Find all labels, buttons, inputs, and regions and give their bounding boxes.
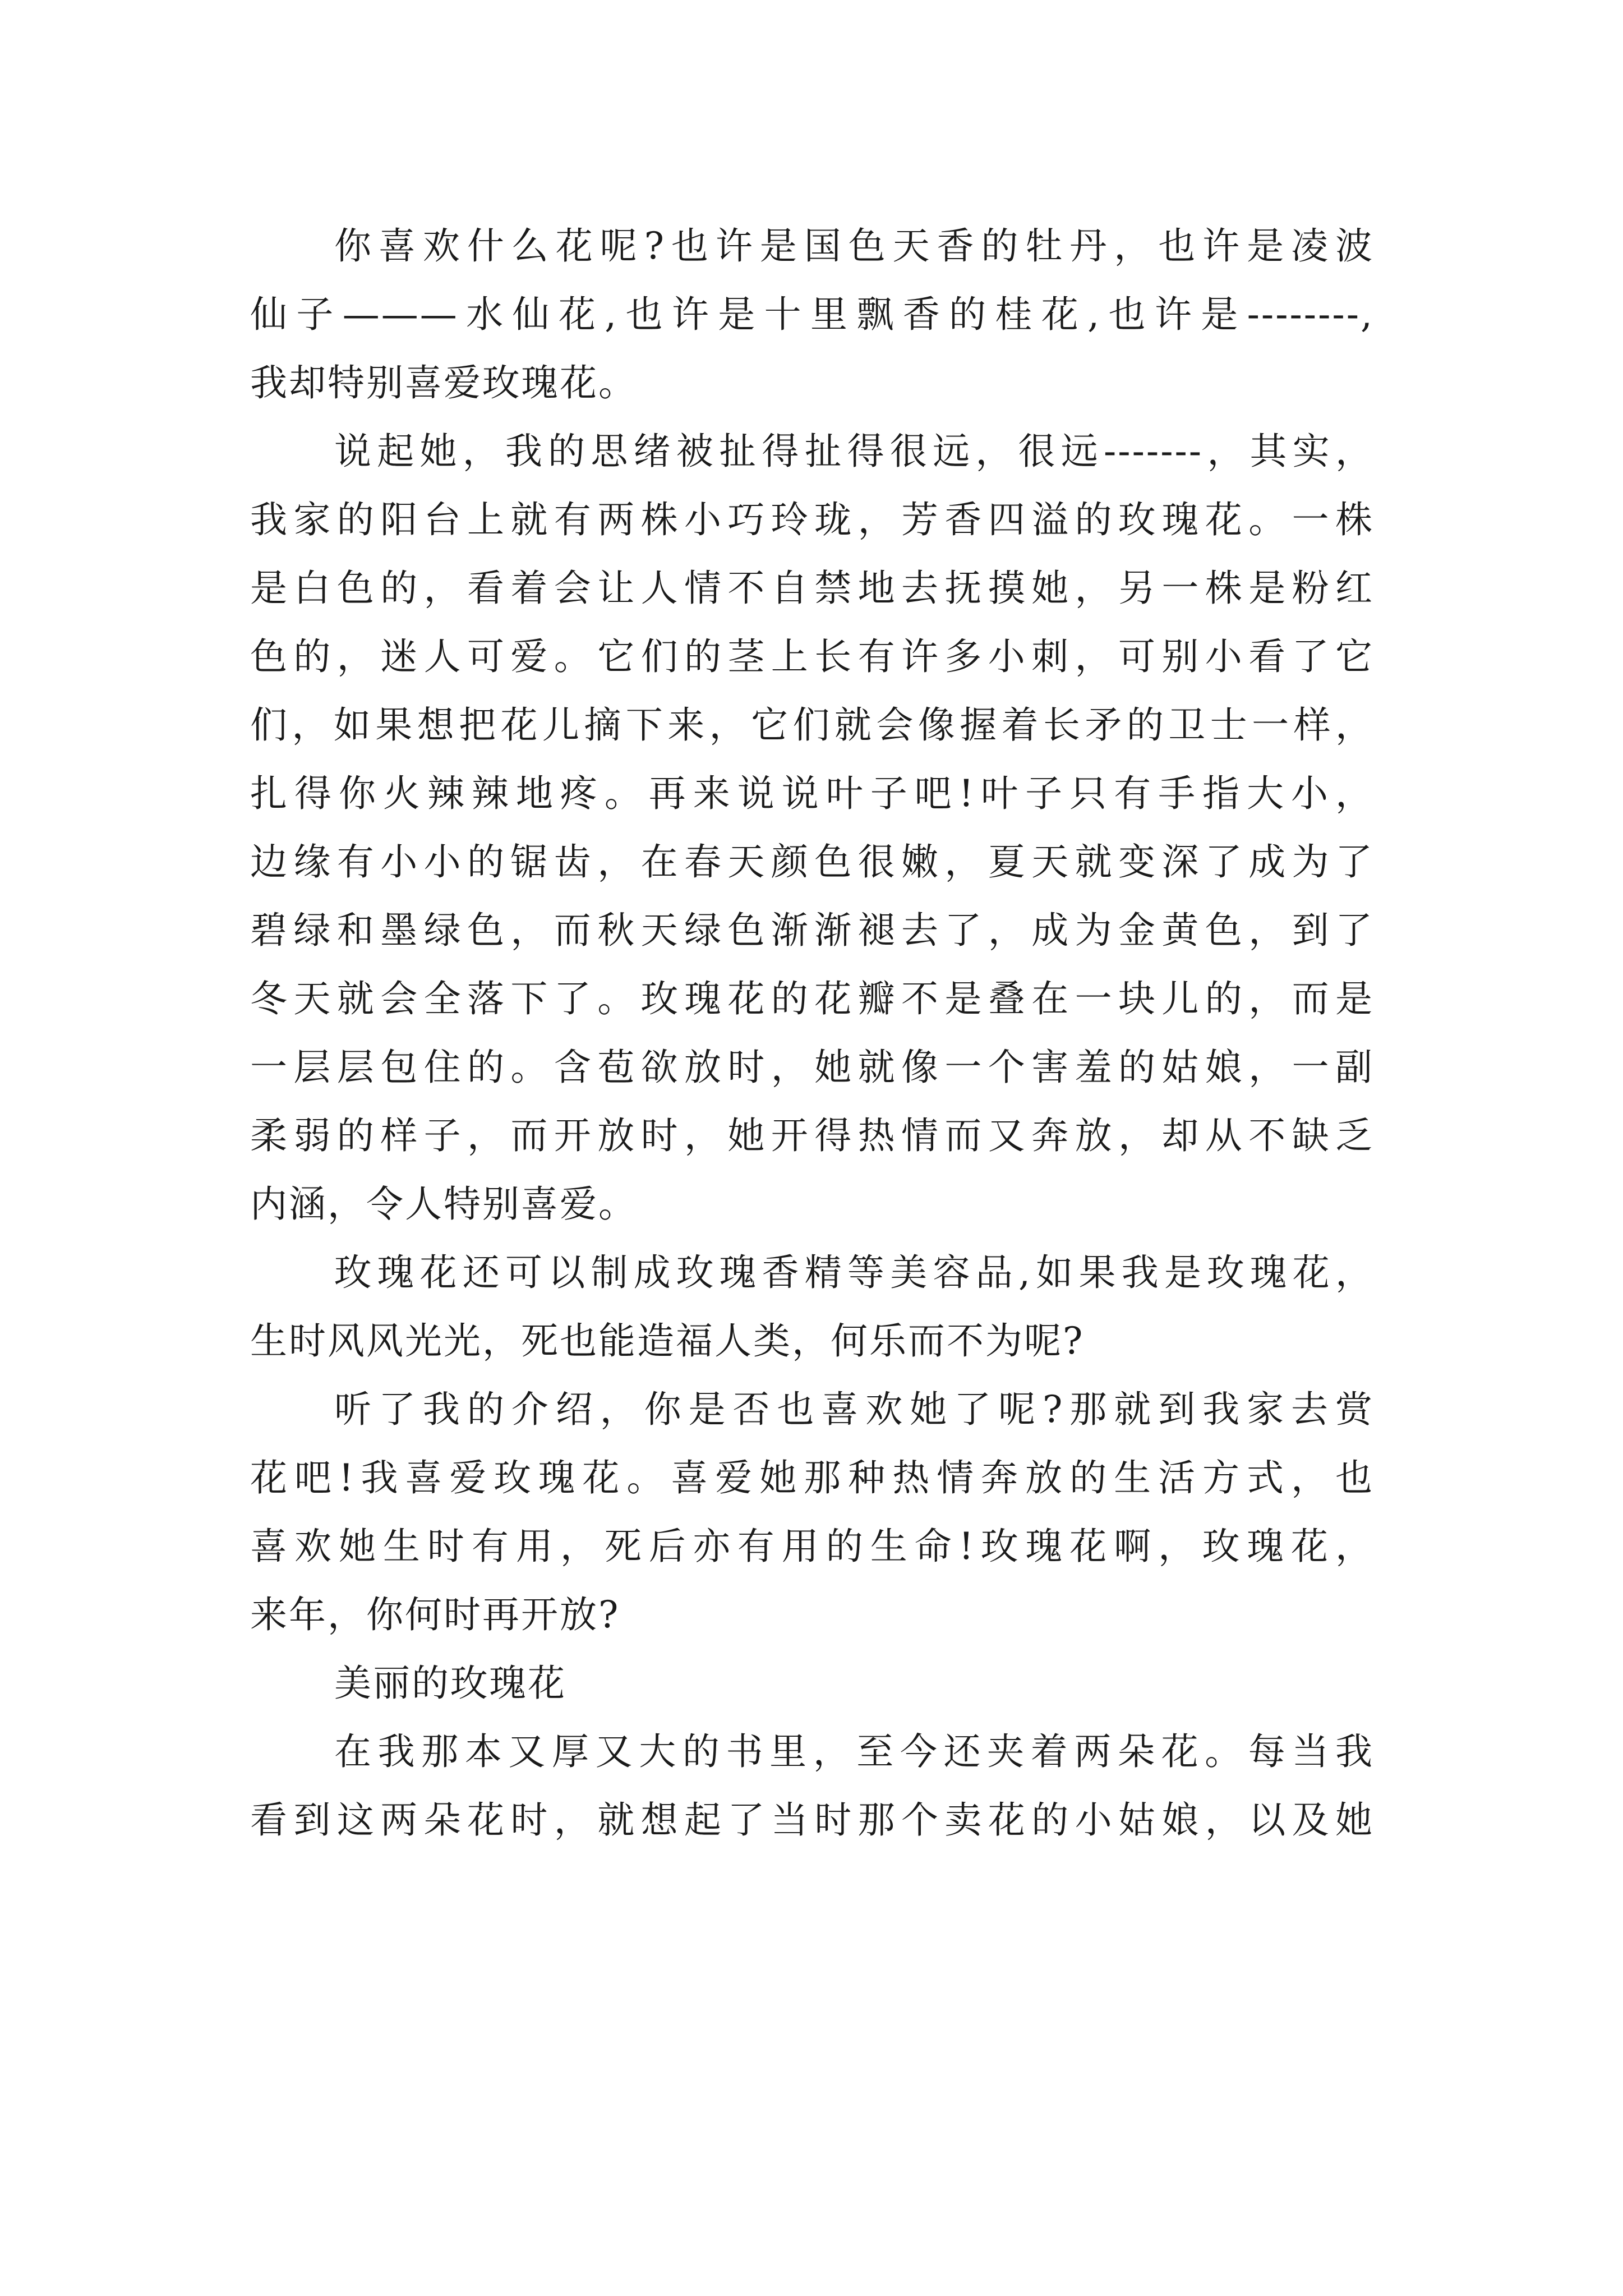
text-line: 看到这两朵花时，就想起了当时那个卖花的小姑娘，以及她 <box>250 1798 1374 1842</box>
text-line: 玫瑰花还可以制成玫瑰香精等美容品,如果我是玫瑰花， <box>334 1251 1374 1294</box>
paragraph-book-flowers <box>250 1718 1374 1855</box>
paragraph-favorite-flowers <box>250 212 1374 417</box>
paragraph-rose-description <box>250 417 1374 1239</box>
text-line: 我家的阳台上就有两株小巧玲珑，芳香四溢的玫瑰花。一株 <box>250 498 1374 541</box>
text-line: 仙子———水仙花,也许是十里飘香的桂花,也许是--------, <box>250 293 1374 336</box>
section-title <box>250 1649 1374 1718</box>
text-line: 你喜欢什么花呢?也许是国色天香的牡丹，也许是凌波 <box>334 224 1374 268</box>
paragraph-conclusion <box>250 1375 1374 1649</box>
paragraph-rose-uses <box>250 1239 1374 1375</box>
text-line: 扎得你火辣辣地疼。再来说说叶子吧!叶子只有手指大小， <box>250 772 1374 815</box>
text-line: 们，如果想把花儿摘下来，它们就会像握着长矛的卫士一样， <box>250 703 1374 747</box>
text-line: 边缘有小小的锯齿，在春天颜色很嫩，夏天就变深了成为了 <box>250 840 1374 884</box>
document-body <box>250 212 1374 1855</box>
text-line: 听了我的介绍，你是否也喜欢她了呢?那就到我家去赏 <box>334 1388 1374 1431</box>
text-line: 碧绿和墨绿色，而秋天绿色渐渐褪去了，成为金黄色，到了 <box>250 909 1374 952</box>
text-line: 喜欢她生时有用，死后亦有用的生命!玫瑰花啊，玫瑰花， <box>250 1525 1374 1568</box>
text-line: 是白色的，看着会让人情不自禁地去抚摸她，另一株是粉红 <box>250 567 1374 610</box>
text-line: 色的，迷人可爱。它们的茎上长有许多小刺，可别小看了它 <box>250 635 1374 678</box>
text-line: 我却特别喜爱玫瑰花。 <box>250 361 637 404</box>
text-line: 来年，你何时再开放? <box>250 1593 620 1636</box>
text-line: 在我那本又厚又大的书里，至今还夹着两朵花。每当我 <box>334 1730 1374 1773</box>
text-line: 生时风风光光，死也能造福人类，何乐而不为呢? <box>250 1319 1085 1363</box>
text-line: 柔弱的样子，而开放时，她开得热情而又奔放，却从不缺乏 <box>250 1114 1374 1157</box>
text-line: 内涵，令人特别喜爱。 <box>250 1182 637 1226</box>
text-line: 冬天就会全落下了。玫瑰花的花瓣不是叠在一块儿的，而是 <box>250 977 1374 1020</box>
text-line: 花吧!我喜爱玫瑰花。喜爱她那种热情奔放的生活方式，也 <box>250 1456 1374 1499</box>
text-line: 说起她，我的思绪被扯得扯得很远，很远-------，其实， <box>334 430 1374 473</box>
text-line: 一层层包住的。含苞欲放时，她就像一个害羞的姑娘，一副 <box>250 1046 1374 1089</box>
section-title-text: 美丽的玫瑰花 <box>334 1662 566 1705</box>
